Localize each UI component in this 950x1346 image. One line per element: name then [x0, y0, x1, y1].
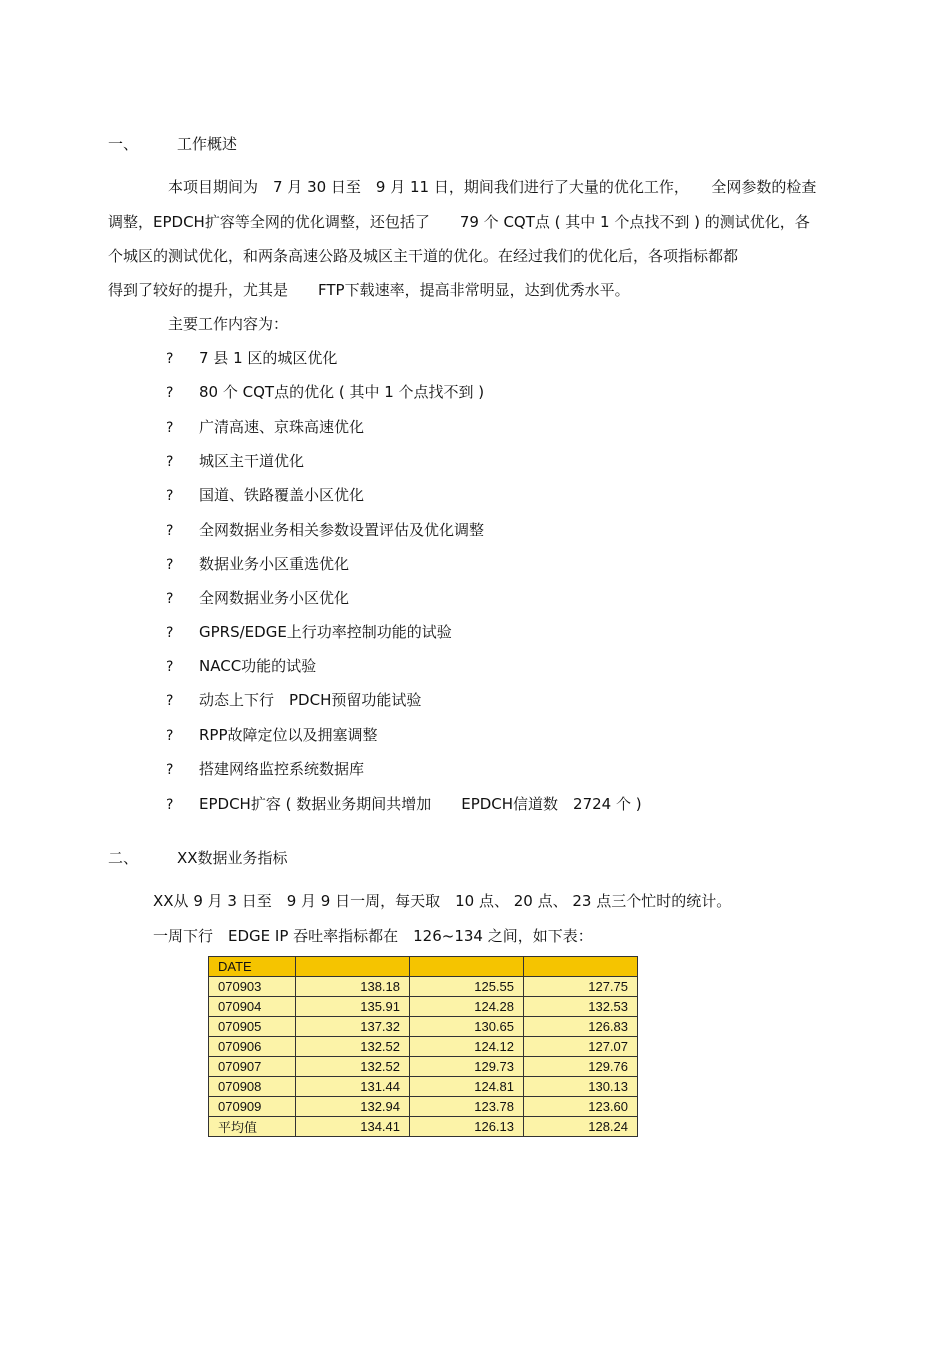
table-cell: 126.83	[524, 1017, 638, 1037]
table-cell: 129.76	[524, 1057, 638, 1077]
list-item: GPRS/EDGE上行功率控制功能的试验	[199, 623, 452, 641]
list-item: 80 个 CQT点的优化 ( 其中 1 个点找不到 )	[199, 383, 485, 401]
table-cell: 070907	[209, 1057, 296, 1077]
section1-paragraph-line-2: 调整，EPDCH扩容等全网的优化调整，还包括了 79 个 CQT点 ( 其中 1 个点找不到 ) 的测试优化，各	[108, 213, 810, 231]
list-item: 7 县 1 区的城区优化	[199, 349, 338, 367]
table-row	[209, 1017, 638, 1037]
table-cell: 平均值	[209, 1117, 296, 1137]
table-cell: 124.28	[410, 997, 524, 1017]
table-cell: 070906	[209, 1037, 296, 1057]
section1-number: 一、	[108, 135, 139, 153]
table-cell: 070909	[209, 1097, 296, 1117]
table-row	[209, 997, 638, 1017]
table-cell: 132.94	[296, 1097, 410, 1117]
section2-line-2: 一周下行 EDGE IP 吞吐率指标都在 126~134 之间，如下表：	[153, 927, 593, 945]
list-item: EPDCH扩容 ( 数据业务期间共增加 EPDCH信道数 2724 个 )	[199, 795, 642, 813]
table-cell: 129.73	[410, 1057, 524, 1077]
bullet-marker-icon: ?	[166, 454, 174, 470]
table-cell: 138.18	[296, 977, 410, 997]
section1-paragraph-line-4: 得到了较好的提升，尤其是 FTP下载速率，提高非常明显，达到优秀水平。	[108, 281, 630, 299]
table-cell: 131.44	[296, 1077, 410, 1097]
table-cell: 070904	[209, 997, 296, 1017]
header-cell	[524, 957, 638, 977]
section2-line-1: XX从 9 月 3 日至 9 月 9 日一周，每天取 10 点、 20 点、 23 点三个忙时的统计。	[153, 892, 732, 910]
section2-title: XX数据业务指标	[177, 849, 288, 867]
list-item: 动态上下行 PDCH预留功能试验	[199, 691, 422, 709]
table-cell: 124.12	[410, 1037, 524, 1057]
table-row	[209, 1077, 638, 1097]
table-cell: 130.65	[410, 1017, 524, 1037]
table-row	[209, 1037, 638, 1057]
table-cell: 128.24	[524, 1117, 638, 1137]
list-item: 国道、铁路覆盖小区优化	[199, 486, 365, 504]
section1-paragraph-line-3: 个城区的测试优化，和两条高速公路及城区主干道的优化。在经过我们的优化后，各项指标都都	[108, 247, 739, 265]
table-cell: 137.32	[296, 1017, 410, 1037]
table-cell: 123.78	[410, 1097, 524, 1117]
bullet-marker-icon: ?	[166, 420, 174, 436]
header-cell: DATE	[209, 957, 296, 977]
list-item: 数据业务小区重选优化	[199, 555, 350, 573]
list-item: 广清高速、京珠高速优化	[199, 418, 365, 436]
bullet-marker-icon: ?	[166, 557, 174, 573]
table-cell: 130.13	[524, 1077, 638, 1097]
table-header-row	[209, 957, 638, 977]
header-cell	[296, 957, 410, 977]
section2-number: 二、	[108, 849, 139, 867]
list-item: 城区主干道优化	[199, 452, 305, 470]
list-item: NACC功能的试验	[199, 657, 317, 675]
table-cell: 127.07	[524, 1037, 638, 1057]
bullet-marker-icon: ?	[166, 591, 174, 607]
list-item: 全网数据业务小区优化	[199, 589, 350, 607]
table-cell: 070908	[209, 1077, 296, 1097]
section1-paragraph-line-1: 本项目期间为 7 月 30 日至 9 月 11 日，期间我们进行了大量的优化工作， 全网参数的检查	[168, 178, 817, 196]
table-cell: 132.52	[296, 1057, 410, 1077]
table-cell: 124.81	[410, 1077, 524, 1097]
bullet-marker-icon: ?	[166, 625, 174, 641]
table-row	[209, 1097, 638, 1117]
main-work-label: 主要工作内容为：	[168, 315, 289, 333]
table-cell: 125.55	[410, 977, 524, 997]
table-cell: 127.75	[524, 977, 638, 997]
bullet-marker-icon: ?	[166, 351, 174, 367]
table-row	[209, 1057, 638, 1077]
table-row	[209, 977, 638, 997]
list-item: RPP故障定位以及拥塞调整	[199, 726, 378, 744]
table-cell: 070905	[209, 1017, 296, 1037]
list-item: 全网数据业务相关参数设置评估及优化调整	[199, 521, 485, 539]
table-cell: 126.13	[410, 1117, 524, 1137]
table-cell: 134.41	[296, 1117, 410, 1137]
table-row-average	[209, 1117, 638, 1137]
bullet-marker-icon: ?	[166, 488, 174, 504]
table-cell: 123.60	[524, 1097, 638, 1117]
bullet-marker-icon: ?	[166, 693, 174, 709]
throughput-table	[208, 956, 638, 1137]
bullet-marker-icon: ?	[166, 523, 174, 539]
bullet-marker-icon: ?	[166, 385, 174, 401]
bullet-marker-icon: ?	[166, 728, 174, 744]
bullet-marker-icon: ?	[166, 797, 174, 813]
section1-title: 工作概述	[177, 135, 238, 153]
table-cell: 132.53	[524, 997, 638, 1017]
bullet-marker-icon: ?	[166, 659, 174, 675]
list-item: 搭建网络监控系统数据库	[199, 760, 365, 778]
table-cell: 070903	[209, 977, 296, 997]
bullet-marker-icon: ?	[166, 762, 174, 778]
table-cell: 135.91	[296, 997, 410, 1017]
header-cell	[410, 957, 524, 977]
table-cell: 132.52	[296, 1037, 410, 1057]
